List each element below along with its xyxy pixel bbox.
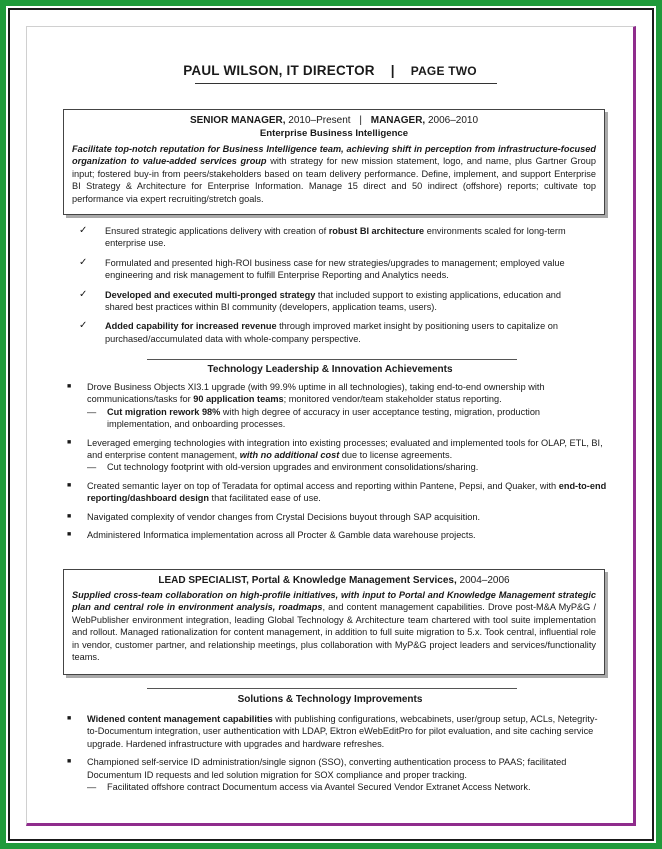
list-item (67, 437, 607, 474)
dash-icon: — (87, 782, 97, 793)
list-item (67, 511, 607, 523)
list-item (67, 529, 607, 541)
item-bold-italic: with no additional cost (239, 450, 340, 461)
list-item (67, 756, 607, 793)
list-item (67, 713, 607, 750)
bullet-icon: ■ (67, 512, 72, 520)
section2-list (67, 713, 607, 799)
job1-role2: MANAGER, (370, 115, 426, 126)
bullet-icon: ■ (67, 383, 72, 390)
check-bold: robust BI architecture (328, 226, 425, 236)
item-text: ; monitored vendor/team stakeholder status reporting. (283, 394, 502, 405)
job2-summary (72, 589, 596, 663)
bullet-icon: ■ (67, 481, 72, 489)
check-icon: ✓ (79, 320, 88, 332)
list-item (67, 381, 607, 431)
job1-title-line (72, 114, 596, 127)
bullet-icon: ■ (67, 438, 72, 446)
job1-dates1: 2010–Present (285, 115, 351, 126)
check-text: Formulated and presented high-ROI business case for new strategies/upgrades to management; employed value engineering and risk management to fulfill Enterprise Reporting and Analytics needs. (105, 257, 565, 281)
check-text: that included support to existing applications, education and shared best practices within BI community (developers, application teams, users). (105, 289, 562, 313)
item-text: Championed self-service ID administration/single signon (SSO), converting authentication process to PAAS; facilitated Documentum ID requests and led solution migration for SOX compliance and proper tracking. (87, 757, 567, 780)
check-text: through improved market insight by positioning users to capitalize on purchased/accumulated data with whole-company perspective. (105, 321, 558, 344)
bullet-icon: ■ (67, 758, 72, 766)
sub-text: Cut technology footprint with old-version upgrades and environment consolidations/sharing. (107, 462, 479, 473)
sub-item (87, 781, 607, 793)
section1-rule (147, 359, 517, 360)
check-text: environments scaled for long-term enterprise use. (105, 226, 566, 249)
check-icon: ✓ (79, 225, 88, 236)
job2-summary-rest: , and content management capabilities. Drove post-M&A MyP&G / WebPublisher environment integration, leading Global Technology & Architecture team chartered with tool suite implementation and rollout. Managed rationalization for content management, in addition to full suite migration to 5.x. Took central, influential role in vendor, customer partner, and relationship meetings, plus collaboration with MyP&G project leaders and services/functionality teams. (72, 602, 597, 663)
resume-page (26, 26, 636, 826)
page-header (27, 63, 633, 78)
section1-title: Technology Leadership & Innovation Achievements (207, 364, 453, 375)
page-label: PAGE TWO (410, 64, 477, 78)
sub-text: Facilitated offshore contract Documentum access via Avantel Secured Vendor Extranet Access Network. (107, 782, 531, 793)
sub-item (87, 461, 607, 473)
header-rule (195, 83, 497, 84)
check-icon: ✓ (79, 256, 88, 268)
job2-unit: Portal & Knowledge Management Services, (248, 575, 457, 586)
section2-title: Solutions & Technology Improvements (237, 694, 423, 705)
sub-text: with high degree of accuracy in user acceptance testing, migration, production implementation, and onboarding processes. (107, 406, 541, 430)
dash-icon: — (87, 406, 97, 417)
check-item (79, 320, 579, 345)
sub-item (87, 406, 607, 431)
section2-rule (147, 688, 517, 689)
job1-dates2: 2006–2010 (425, 115, 479, 126)
bullet-icon: ■ (67, 715, 72, 722)
item-text: Created semantic layer on top of Teradata for optimal access and reporting within Pantene, Pepsi, and Quaker, with (87, 480, 559, 491)
item-bold: Widened content management capabilities (87, 714, 273, 724)
check-bold: Added capability for increased revenue (105, 321, 277, 332)
job2-dates: 2004–2006 (456, 575, 510, 586)
job1-summary-lead: Facilitate top-notch reputation for Business Intelligence team, achieving shift in perception from infrastructure-focused organization to value-added services group (72, 144, 596, 167)
item-text: Drove Business Objects XI3.1 upgrade (with 99.9% uptime in all technologies), taking end-to-end ownership with communications/tasks for (87, 382, 545, 405)
check-icon: ✓ (79, 288, 88, 300)
item-text: due to license agreements. (339, 450, 453, 461)
job1-summary (72, 143, 596, 205)
job2-box (63, 569, 605, 675)
check-text: Ensured strategic applications delivery with creation of (105, 226, 329, 236)
list-item (67, 480, 607, 505)
item-bold: end-to-end reporting/dashboard design (87, 480, 607, 504)
job1-divider: | (359, 115, 362, 126)
header-separator: | (390, 63, 395, 78)
job2-title-line (72, 574, 596, 587)
check-item (79, 289, 579, 314)
job1-role1: SENIOR MANAGER, (189, 115, 286, 126)
item-text: Leveraged emerging technologies with integration into existing processes; evaluated and implemented tools for OLAP, ETL, BI, and enterprise content management, (87, 437, 603, 461)
item-text: with publishing configurations, webcabinets, user/group setup, ACLs, Netegrity-to-Documentum integration, user authentication with LDAP, Ektron eWebEditPro for pilot evaluation, and site caching service upgrade. Hardened infrastructure with upgrades and hardware refreshes. (87, 714, 598, 749)
item-text: Navigated complexity of vendor changes from Crystal Decisions buyout through SAP acquisition. (87, 511, 481, 522)
item-bold: 90 application teams (193, 394, 284, 405)
check-item (79, 257, 579, 282)
job1-box (63, 109, 605, 215)
item-text: that facilitated ease of use. (209, 493, 321, 504)
job1-summary-rest: with strategy for new mission statement, logo, and name, plus Gartner Group input; fostered buy-in from peers/stakeholders based on team delivery performance. Define, implement, and support Enterprise BI Strategy & Architecture for Enterprise Information. Manage 15 direct and 50 indirect (offshore) reports; cultivate top performance via expert recruiting/stretch goals. (72, 156, 596, 204)
job1-unit: Enterprise Business Intelligence (259, 128, 409, 139)
job2-role: LEAD SPECIALIST, (158, 575, 249, 586)
item-text: Administered Informatica implementation across all Procter & Gamble data warehouse projects. (87, 530, 476, 541)
job2-summary-lead: Supplied cross-team collaboration on high-profile initiatives, with input to Portal and Knowledge Management strategic plan and central role in environment analysis, roadmaps (72, 590, 596, 613)
dash-icon: — (87, 462, 97, 473)
check-bold: Developed and executed multi-pronged strategy (105, 289, 316, 300)
sub-bold: Cut migration rework 98% (107, 406, 221, 417)
check-item (79, 225, 579, 250)
section1-list (67, 381, 607, 547)
name-title: PAUL WILSON, IT DIRECTOR (183, 63, 375, 78)
bullet-icon: ■ (67, 531, 72, 539)
checkmark-list (79, 225, 579, 352)
